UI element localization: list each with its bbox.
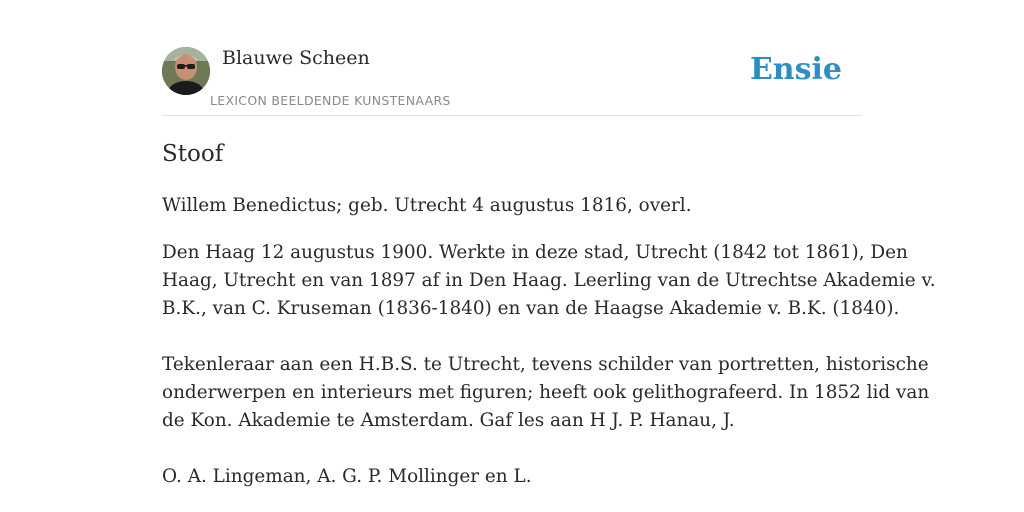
author-avatar[interactable] <box>162 47 210 95</box>
brand-logo[interactable]: Ensie <box>749 52 842 87</box>
body-paragraph-3 <box>162 463 874 491</box>
text-line: de Kon. Akademie te Amsterdam. Gaf les aan H J. P. Hanau, J. <box>162 410 735 431</box>
body-paragraph-2 <box>162 351 930 435</box>
source-label[interactable]: LEXICON BEELDENDE KUNSTENAARS <box>210 93 451 108</box>
text-line: B.K., van C. Kruseman (1836-1840) en van de Haagse Akademie v. B.K. (1840). <box>162 298 900 319</box>
author-header <box>162 46 862 116</box>
text-line: Haag, Utrecht en van 1897 af in Den Haag. Leerling van de Utrechtse Akademie v. <box>162 270 936 291</box>
text-line: Willem Benedictus; geb. Utrecht 4 augustus 1816, overl. <box>162 195 692 216</box>
body-paragraph-1 <box>162 239 936 323</box>
page-title: Stoof <box>162 141 224 167</box>
text-line: O. A. Lingeman, A. G. P. Mollinger en L. <box>162 466 532 487</box>
author-name[interactable]: Blauwe Scheen <box>222 47 370 69</box>
text-line: Tekenleraar aan een H.B.S. te Utrecht, tevens schilder van portretten, historische <box>162 354 929 375</box>
lead-paragraph <box>162 192 874 220</box>
text-line: Den Haag 12 augustus 1900. Werkte in deze stad, Utrecht (1842 tot 1861), Den <box>162 242 908 263</box>
text-line: onderwerpen en interieurs met figuren; heeft ook gelithografeerd. In 1852 lid van <box>162 382 930 403</box>
author-photo-icon <box>162 47 210 95</box>
